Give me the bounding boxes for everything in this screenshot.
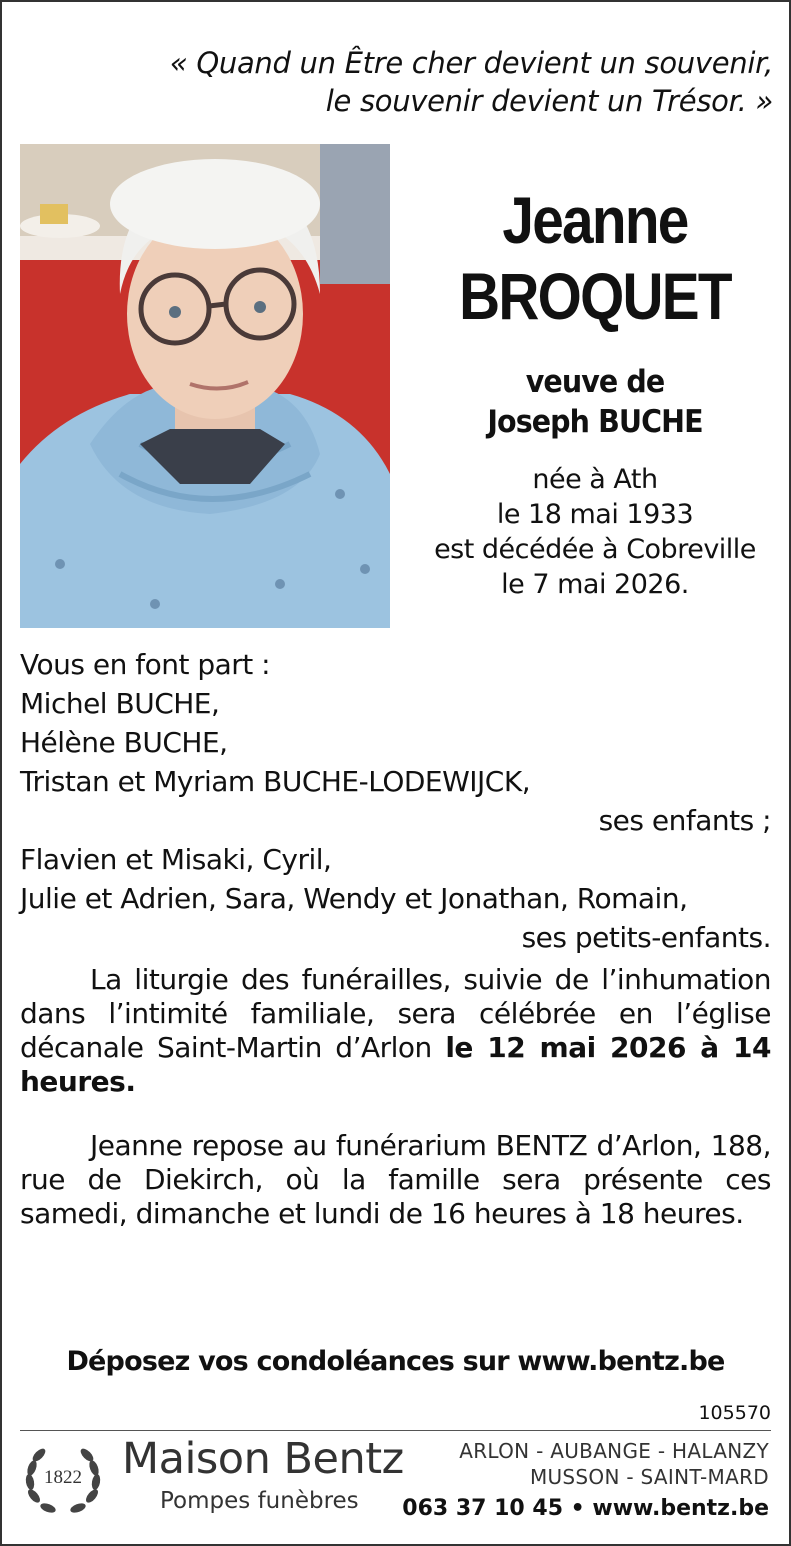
widow-of: [416, 362, 775, 442]
child-name: Tristan et Myriam BUCHE-LODEWIJCK,: [20, 765, 531, 798]
towns-line-1: ARLON - AUBANGE - HALANZY: [459, 1439, 769, 1463]
portrait-illustration: [20, 144, 390, 628]
grandchildren-label: ses petits-enfants.: [521, 921, 771, 954]
brand-tagline: Pompes funèbres: [160, 1488, 359, 1514]
portrait-photo: [20, 144, 390, 628]
birth-date: le 18 mai 1933: [496, 499, 694, 530]
visitation-paragraph: Jeanne repose au funérarium BENTZ d’Arlon, 188, rue de Diekirch, où la famille sera présente ces samedi, dimanche et lundi de 16 heures à 18 heures.: [20, 1129, 771, 1230]
child-name: Michel BUCHE,: [20, 687, 220, 720]
grandchildren-names: Flavien et Misaki, Cyril,: [20, 843, 332, 876]
name-block: [400, 182, 790, 602]
epigraph-quote: [170, 44, 773, 120]
towns-line-2: MUSSON - SAINT-MARD: [529, 1465, 769, 1489]
footer-divider: [20, 1430, 771, 1431]
ceremony-date: le 12 mai 2026 à 14 heures.: [20, 1031, 772, 1098]
first-name: Jeanne: [502, 183, 688, 257]
child-name: Hélène BUCHE,: [20, 726, 228, 759]
children-label: ses enfants ;: [598, 804, 771, 837]
ceremony-text: La liturgie des funérailles, suivie de l’inhumation dans l’intimité familiale, sera célébrée en l’église décanale Saint-Martin d’Arlon: [20, 963, 771, 1064]
grandchildren-names: Julie et Adrien, Sara, Wendy et Jonathan, Romain,: [20, 882, 688, 915]
death-date: le 7 mai 2026.: [501, 569, 689, 600]
life-dates: [400, 462, 790, 602]
founding-year: 1822: [44, 1467, 82, 1488]
brand-name: Maison Bentz: [122, 1434, 404, 1484]
quote-line-2: le souvenir devient un Trésor. »: [325, 84, 773, 118]
condolences-line: Déposez vos condoléances sur www.bentz.be: [66, 1346, 725, 1377]
widow-line-2: Joseph BUCHE: [487, 404, 703, 440]
last-name: BROQUET: [459, 259, 731, 333]
family-intro: Vous en font part :: [20, 648, 271, 681]
notice-body: [20, 645, 771, 1231]
branch-locations: [459, 1438, 769, 1490]
birth-place: née à Ath: [532, 464, 658, 495]
widow-line-1: veuve de: [525, 364, 665, 400]
quote-line-1: « Quand un Être cher devient un souvenir,: [169, 46, 773, 80]
contact-info: 063 37 10 45 • www.bentz.be: [402, 1496, 769, 1521]
laurel-wreath-logo: [22, 1438, 104, 1520]
reference-number: 105570: [698, 1402, 771, 1424]
ceremony-paragraph: [20, 963, 771, 1099]
death-place: est décédée à Cobreville: [434, 534, 756, 565]
